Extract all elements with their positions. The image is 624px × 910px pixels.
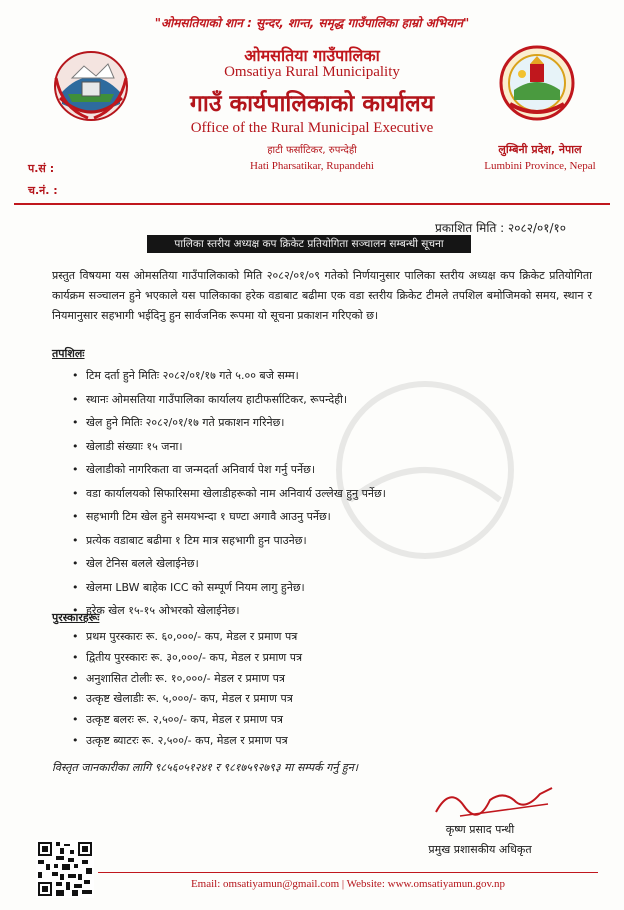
- municipality-name-np: ओमसतिया गाउँपालिका: [244, 46, 380, 65]
- footer-divider: [98, 872, 598, 873]
- contact-info: विस्तृत जानकारीका लागि ९८५६०५१२४१ र ९८१७५९२७९३ मा सम्पर्क गर्नु हुन।: [52, 761, 359, 774]
- municipality-name-en: Omsatiya Rural Municipality: [224, 64, 400, 80]
- reference-labels: [28, 158, 58, 202]
- qr-code-icon[interactable]: [36, 840, 94, 898]
- list-item: • वडा कार्यालयको सिफारिसमा खेलाडीहरूको नाम अनिवार्य उल्लेख हुनु पर्नेछ।: [72, 484, 386, 508]
- ref-number-label: प.सं :: [28, 162, 55, 175]
- list-item: • उत्कृष्ट बलरः रू. २,५००/- कप, मेडल र प्रमाण पत्र: [72, 711, 302, 732]
- details-list: [72, 366, 386, 625]
- province-en: Lumbini Province, Nepal: [484, 160, 596, 172]
- prizes-heading: पुरस्कारहरूः: [52, 611, 100, 624]
- list-item: • खेलाडीको नागरिकता वा जन्मदर्ता अनिवार्य पेश गर्नु पर्नेछ।: [72, 460, 386, 484]
- list-item: • हरेक खेल १५-१५ ओभरको खेलाईनेछ।: [72, 601, 386, 625]
- notice-subject: पालिका स्तरीय अध्यक्ष कप क्रिकेट प्रतियोगिता सञ्चालन सम्बन्धी सूचना: [147, 235, 471, 253]
- list-item: • खेलाडी संख्याः १५ जना।: [72, 437, 386, 461]
- list-item: • खेल हुने मितिः २०८२/०१/१७ गते प्रकाशन गरिनेछ।: [72, 413, 386, 437]
- signatory-title: प्रमुख प्रशासकीय अधिकृत: [428, 843, 532, 856]
- list-item: • टिम दर्ता हुने मितिः २०८२/०१/१७ गते ५.०० बजे सम्म।: [72, 366, 386, 390]
- signatory-name: कृष्ण प्रसाद पन्थी: [445, 823, 515, 836]
- list-item: • द्वितीय पुरस्कारः रू. ३०,०००/- कप, मेडल र प्रमाण पत्र: [72, 649, 302, 670]
- list-item: • उत्कृष्ट ब्याटरः रू. २,५००/- कप, मेडल र प्रमाण पत्र: [72, 732, 302, 753]
- footer-contact: Email: omsatiyamun@gmail.com | Website: www.omsatiyamun.gov.np: [190, 878, 506, 890]
- signature-icon: [430, 776, 560, 824]
- office-title-en: Office of the Rural Municipal Executive: [190, 120, 434, 136]
- prizes-list: [72, 628, 302, 753]
- dispatch-number-label: च.नं. :: [28, 184, 58, 197]
- list-item: • प्रथम पुरस्कारः रू. ६०,०००/- कप, मेडल र प्रमाण पत्र: [72, 628, 302, 649]
- list-item: • उत्कृष्ट खेलाडीः रू. ५,०००/- कप, मेडल र प्रमाण पत्र: [72, 690, 302, 711]
- header-divider: [14, 203, 610, 205]
- list-item: • अनुशासित टोलीः रू. १०,०००/- मेडल र प्रमाण पत्र: [72, 670, 302, 691]
- details-heading: तपशिलः: [52, 347, 85, 360]
- province-np: लुम्बिनी प्रदेश, नेपाल: [498, 143, 582, 156]
- list-item: • खेलमा LBW बाहेक ICC को सम्पूर्ण नियम लागु हुनेछ।: [72, 578, 386, 602]
- slogan: "ओमसतियाको शान : सुन्दर, शान्त, समृद्ध गाउँपालिका हाम्रो अभियान": [154, 16, 470, 30]
- list-item: • खेल टेनिस बलले खेलाईनेछ।: [72, 554, 386, 578]
- address-en: Hati Pharsatikar, Rupandehi: [250, 160, 374, 172]
- notice-intro: प्रस्तुत विषयमा यस ओमसतिया गाउँपालिकाको मिति २०८२/०१/०९ गतेको निर्णयानुसार पालिका स्तरीय अध्यक्ष कप क्रिकेट प्रतियोगिता कार्यक्रम सञ्चालन हुने भएकाले यस पालिकाका हरेक वडाबाट बढीमा एक वडा स्तरीय क्रिकेट टीमले तपशिल बमोजिमको समय, स्थान र नियमानुसार सहभागी भईदिनु हुन सार्वजनिक रूपमा यो सूचना प्रकाशन गरिएको छ।: [52, 269, 592, 322]
- published-date: प्रकाशित मिति : २०८२/०१/१०: [435, 221, 566, 235]
- address-np: हाटी फर्साटिकर, रुपन्देही: [267, 145, 357, 156]
- office-title-np: गाउँ कार्यपालिकाको कार्यालय: [189, 91, 435, 117]
- list-item: • सहभागी टिम खेल हुने समयभन्दा १ घण्टा अगावै आउनु पर्नेछ।: [72, 507, 386, 531]
- list-item: • प्रत्येक वडाबाट बढीमा १ टिम मात्र सहभागी हुन पाउनेछ।: [72, 531, 386, 555]
- list-item: • स्थानः ओमसतिया गाउँपालिका कार्यालय हाटीफर्साटिकर, रूपन्देही।: [72, 390, 386, 414]
